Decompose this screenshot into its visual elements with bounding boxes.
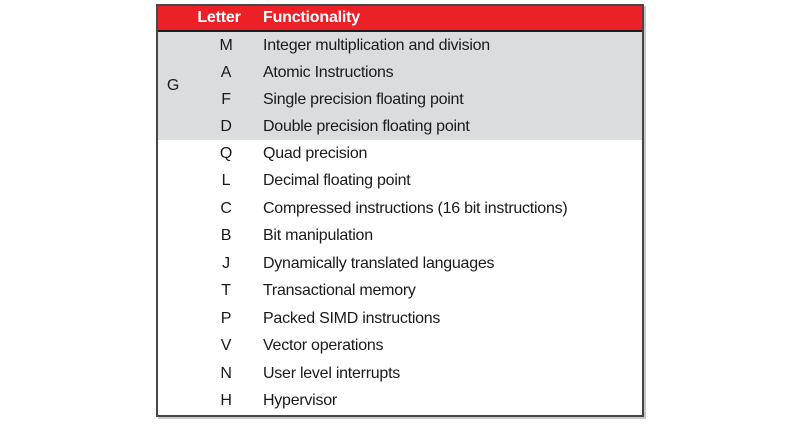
letter-cell: A	[220, 63, 232, 81]
letter-cell: T	[221, 282, 231, 300]
table-row	[158, 140, 642, 168]
table-row	[158, 195, 642, 223]
letter-cell: H	[220, 392, 232, 410]
table-row	[158, 59, 642, 86]
ungrouped-rows	[158, 140, 642, 415]
functionality-cell: Transactional memory	[263, 282, 416, 300]
table-row	[158, 305, 642, 333]
functionality-cell: Dynamically translated languages	[263, 254, 495, 272]
letter-cell: V	[220, 337, 232, 355]
functionality-cell: Quad precision	[263, 144, 368, 162]
table-row	[158, 388, 642, 416]
letter-cell: L	[221, 172, 231, 190]
table-row	[158, 113, 642, 140]
letter-cell: C	[220, 199, 232, 217]
group-label-g: G	[166, 77, 180, 94]
letter-cell: B	[220, 227, 232, 245]
functionality-cell: Bit manipulation	[263, 227, 373, 245]
letter-cell: D	[220, 117, 232, 135]
letter-cell: N	[220, 364, 232, 382]
letter-cell: F	[221, 90, 231, 108]
functionality-cell: Single precision floating point	[263, 90, 464, 108]
column-header-functionality: Functionality	[263, 9, 360, 26]
g-group-band	[158, 32, 642, 140]
table-row	[158, 223, 642, 251]
letter-cell: P	[220, 309, 232, 327]
functionality-cell: Decimal floating point	[263, 172, 411, 190]
functionality-cell: Packed SIMD instructions	[263, 309, 441, 327]
table-row	[158, 278, 642, 306]
letter-cell: Q	[219, 144, 233, 162]
table-row	[158, 360, 642, 388]
functionality-cell: Hypervisor	[263, 392, 337, 410]
isa-extension-table	[156, 4, 644, 417]
functionality-cell: Compressed instructions (16 bit instructions)	[263, 199, 568, 217]
functionality-cell: Double precision floating point	[263, 117, 470, 135]
table-row	[158, 333, 642, 361]
functionality-cell: Atomic Instructions	[263, 63, 394, 81]
table-row	[158, 32, 642, 59]
table-row	[158, 250, 642, 278]
functionality-cell: User level interrupts	[263, 364, 401, 382]
table-header-row	[158, 6, 642, 32]
functionality-cell: Vector operations	[263, 337, 384, 355]
letter-cell: M	[219, 36, 233, 54]
table-row	[158, 168, 642, 196]
letter-cell: J	[222, 254, 230, 272]
functionality-cell: Integer multiplication and division	[263, 36, 490, 54]
table-row	[158, 86, 642, 113]
column-header-letter: Letter	[197, 9, 241, 26]
